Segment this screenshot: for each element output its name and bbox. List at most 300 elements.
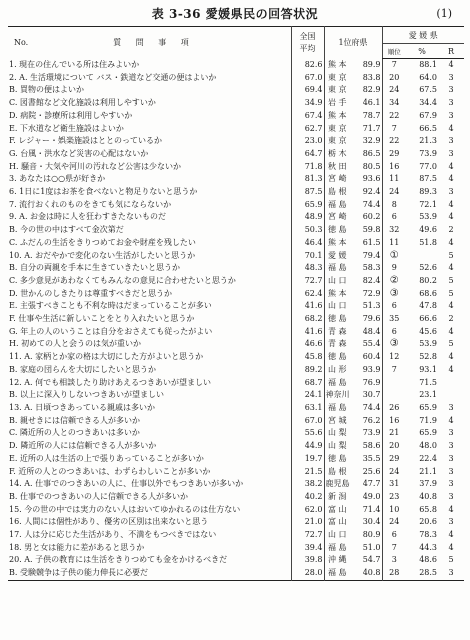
ehime-percent: 66.6 bbox=[419, 314, 437, 324]
ehime-r bbox=[438, 377, 464, 390]
national-avg: 46.6 bbox=[291, 338, 324, 351]
ehime-r: 4 bbox=[448, 364, 454, 374]
top-prefecture: 熊 本 bbox=[324, 110, 350, 123]
question-text: B. 以上に深入りしないつきあいが望ましい bbox=[9, 390, 164, 400]
ehime-r: 4 bbox=[448, 504, 454, 514]
table-row bbox=[8, 97, 464, 110]
table-row bbox=[8, 554, 464, 567]
top-prefecture: 青 森 bbox=[324, 326, 350, 339]
top-value: 76.9 bbox=[362, 377, 381, 387]
ehime-r: 5 bbox=[448, 339, 454, 349]
question-text: H. 騒音・大気や河川の汚れなど公害は少ないか bbox=[9, 161, 182, 171]
ehime-rank: 7 bbox=[382, 59, 406, 72]
top-value: 30.7 bbox=[362, 390, 381, 400]
table-row bbox=[8, 262, 464, 275]
col-rank-header: 順位 bbox=[382, 44, 406, 59]
national-avg: 69.4 bbox=[291, 84, 324, 97]
ehime-percent: 52.8 bbox=[419, 352, 437, 362]
top-value: 54.7 bbox=[362, 555, 381, 565]
national-avg: 48.9 bbox=[291, 211, 324, 224]
top-value: 93.9 bbox=[362, 364, 381, 374]
ehime-r: 5 bbox=[448, 250, 454, 260]
question-text: E. 下水道など衛生施設はよいか bbox=[9, 123, 124, 133]
ehime-r: 3 bbox=[448, 72, 454, 82]
national-avg: 87.5 bbox=[291, 186, 324, 199]
ehime-r: 3 bbox=[448, 568, 454, 578]
top-prefecture: 山 口 bbox=[324, 300, 350, 313]
top-prefecture: 熊 本 bbox=[324, 288, 350, 301]
table-row bbox=[8, 338, 464, 351]
national-avg: 21.0 bbox=[291, 516, 324, 529]
ehime-r: 4 bbox=[448, 237, 454, 247]
top-value: 92.4 bbox=[362, 187, 381, 197]
table-row bbox=[8, 491, 464, 504]
table-row bbox=[8, 161, 464, 174]
ehime-r: 5 bbox=[448, 288, 454, 298]
top-value: 79.4 bbox=[362, 250, 381, 260]
ehime-rank: 26 bbox=[382, 402, 406, 415]
top-prefecture: 徳 島 bbox=[324, 351, 350, 364]
question-text: B. 買物の便はよいか bbox=[9, 85, 84, 95]
ehime-rank: 6 bbox=[382, 529, 406, 542]
ehime-r: 3 bbox=[448, 148, 454, 158]
top-value: 82.4 bbox=[362, 275, 381, 285]
question-text: F. 仕事や生活に新しいことをとり入れたいと思うか bbox=[9, 314, 195, 324]
top-value: 55.4 bbox=[362, 339, 381, 349]
table-row bbox=[8, 84, 464, 97]
ehime-percent: 48.0 bbox=[419, 441, 437, 451]
ehime-percent: 53.9 bbox=[419, 339, 437, 349]
question-text: 6. 1日に1度はお茶を食べないと物足りないと思うか bbox=[9, 187, 198, 197]
question-text: 2. A. 生活環境について バス・鉄道など交通の便はよいか bbox=[9, 72, 217, 82]
question-text: C. 図書館など文化施設は利用しやすいか bbox=[9, 98, 156, 108]
ehime-percent: 48.6 bbox=[419, 555, 437, 565]
table-row bbox=[8, 148, 464, 161]
top-value: 32.9 bbox=[362, 136, 381, 146]
ehime-r: 2 bbox=[448, 225, 454, 235]
top-value: 76.2 bbox=[362, 415, 381, 425]
ehime-percent: 72.1 bbox=[419, 199, 437, 209]
national-avg: 39.4 bbox=[291, 542, 324, 555]
question-text: B. 今の世の中はすべて金次第だ bbox=[9, 225, 124, 235]
ehime-r: 4 bbox=[448, 415, 454, 425]
col-percent-header: % bbox=[406, 44, 438, 59]
table-row bbox=[8, 135, 464, 148]
ehime-rank: 31 bbox=[382, 478, 406, 491]
top-prefecture: 栃 木 bbox=[324, 148, 350, 161]
national-avg: 19.7 bbox=[291, 453, 324, 466]
ehime-rank: 24 bbox=[382, 84, 406, 97]
top-prefecture: 青 森 bbox=[324, 338, 350, 351]
national-avg: 21.5 bbox=[291, 466, 324, 479]
top-prefecture: 島 根 bbox=[324, 186, 350, 199]
top-value: 86.5 bbox=[362, 148, 381, 158]
ehime-r: 3 bbox=[448, 136, 454, 146]
question-text: B. 受験競争は子供の能力伸長に必要だ bbox=[9, 568, 148, 578]
national-avg: 39.8 bbox=[291, 554, 324, 567]
ehime-percent: 40.8 bbox=[419, 491, 437, 501]
ehime-percent: 88.1 bbox=[419, 60, 437, 69]
ehime-rank: 16 bbox=[382, 415, 406, 428]
ehime-rank: 29 bbox=[382, 148, 406, 161]
national-avg: 40.2 bbox=[291, 491, 324, 504]
ehime-percent: 22.4 bbox=[419, 453, 437, 463]
top-prefecture: 鹿児島 bbox=[324, 478, 350, 491]
top-value: 48.4 bbox=[362, 326, 381, 336]
ehime-r: 2 bbox=[448, 314, 454, 324]
question-text: B. 家庭の団らんを大切にしたいと思うか bbox=[9, 364, 156, 374]
top-value: 80.9 bbox=[362, 530, 381, 540]
top-value: 80.5 bbox=[362, 161, 381, 171]
question-text: 9. A. お金は時に人を狂わすきたないものだ bbox=[9, 212, 167, 222]
top-prefecture: 愛 媛 bbox=[324, 250, 350, 263]
ehime-rank: 20 bbox=[382, 72, 406, 85]
top-prefecture: 福 島 bbox=[324, 199, 350, 212]
top-value: 58.3 bbox=[362, 263, 381, 273]
top-value: 51.0 bbox=[362, 542, 381, 552]
table-row bbox=[8, 237, 464, 250]
ehime-percent: 53.9 bbox=[419, 212, 437, 222]
question-text: 1. 現在の住んでいる所は住みよいか bbox=[9, 59, 140, 69]
table-row bbox=[8, 427, 464, 440]
page-number: (1) bbox=[436, 7, 452, 20]
top-prefecture: 山 口 bbox=[324, 529, 350, 542]
ehime-rank bbox=[382, 389, 406, 402]
ehime-percent: 93.1 bbox=[419, 364, 437, 374]
ehime-percent: 66.5 bbox=[419, 123, 437, 133]
question-text: H. 初めての人と会うのは気が重いか bbox=[9, 339, 142, 349]
ehime-rank: 11 bbox=[382, 173, 406, 186]
table-row bbox=[8, 516, 464, 529]
national-avg: 67.4 bbox=[291, 110, 324, 123]
top-value: 82.9 bbox=[362, 85, 381, 95]
ehime-rank bbox=[382, 377, 406, 390]
question-header-cell bbox=[8, 27, 291, 59]
national-avg: 45.8 bbox=[291, 351, 324, 364]
top-prefecture: 福 島 bbox=[324, 262, 350, 275]
ehime-percent: 65.9 bbox=[419, 428, 437, 438]
top-value: 93.6 bbox=[362, 174, 381, 184]
ehime-rank: 29 bbox=[382, 453, 406, 466]
ehime-rank: 32 bbox=[382, 224, 406, 237]
top-prefecture: 熊 本 bbox=[324, 237, 350, 250]
ehime-r: 3 bbox=[448, 85, 454, 95]
ehime-r: 3 bbox=[448, 428, 454, 438]
top-prefecture: 宮 崎 bbox=[324, 173, 350, 186]
national-avg: 67.0 bbox=[291, 72, 324, 85]
table-row bbox=[8, 72, 464, 85]
ehime-percent: 71.5 bbox=[419, 377, 437, 387]
ehime-percent: 21.1 bbox=[419, 466, 437, 476]
ehime-rank: 24 bbox=[382, 466, 406, 479]
top-prefecture: 東 京 bbox=[324, 135, 350, 148]
question-text: B. 自分の両親を手本に生きていきたいと思うか bbox=[9, 263, 180, 273]
national-avg: 67.0 bbox=[291, 415, 324, 428]
top-value: 74.4 bbox=[362, 199, 381, 209]
col-top-pref-header: 1位府県 bbox=[324, 27, 382, 59]
national-avg: 68.7 bbox=[291, 377, 324, 390]
ehime-percent: 68.6 bbox=[419, 288, 437, 298]
national-avg: 24.1 bbox=[291, 389, 324, 402]
top-prefecture: 福 島 bbox=[324, 567, 350, 580]
ehime-r: 3 bbox=[448, 187, 454, 197]
ehime-rank: 7 bbox=[382, 364, 406, 377]
question-text: E. 近所の人は生活の上で張りあっていることが多いか bbox=[9, 453, 204, 463]
top-prefecture: 東 京 bbox=[324, 72, 350, 85]
national-avg: 64.7 bbox=[291, 148, 324, 161]
ehime-rank: 8 bbox=[382, 199, 406, 212]
ehime-r: 3 bbox=[448, 466, 454, 476]
national-avg: 38.2 bbox=[291, 478, 324, 491]
top-value: 25.6 bbox=[362, 466, 381, 476]
ehime-rank: 24 bbox=[382, 516, 406, 529]
ehime-rank: ② bbox=[382, 275, 406, 288]
table-row bbox=[8, 123, 464, 136]
top-prefecture: 宮 城 bbox=[324, 415, 350, 428]
ehime-r: 4 bbox=[448, 326, 454, 336]
question-text: B. 親せきには信頼できる人が多いか bbox=[9, 415, 140, 425]
table-row bbox=[8, 402, 464, 415]
national-avg: 72.7 bbox=[291, 529, 324, 542]
top-value: 89.9 bbox=[362, 59, 381, 69]
national-avg: 41.6 bbox=[291, 300, 324, 313]
table-row bbox=[8, 478, 464, 491]
ehime-rank: 23 bbox=[382, 491, 406, 504]
ehime-percent: 78.3 bbox=[419, 530, 437, 540]
table-row bbox=[8, 364, 464, 377]
ehime-r bbox=[438, 389, 464, 402]
top-value: 74.4 bbox=[362, 402, 381, 412]
top-prefecture: 富 山 bbox=[324, 504, 350, 517]
national-avg: 62.7 bbox=[291, 123, 324, 136]
ehime-r: 3 bbox=[448, 453, 454, 463]
table-body bbox=[8, 59, 464, 581]
table-row bbox=[8, 529, 464, 542]
national-avg: 71.8 bbox=[291, 161, 324, 174]
ehime-rank: 21 bbox=[382, 427, 406, 440]
top-value: 30.4 bbox=[362, 517, 381, 527]
ehime-r: 3 bbox=[448, 491, 454, 501]
ehime-percent: 51.8 bbox=[419, 237, 437, 247]
ehime-percent: 49.6 bbox=[419, 225, 437, 235]
top-value: 58.6 bbox=[362, 441, 381, 451]
question-text: G. 台風・洪水など災害の心配はないか bbox=[9, 148, 149, 158]
question-text: G. 年上の人のいうことは自分をおさえても従ったがよい bbox=[9, 326, 213, 336]
ehime-rank: 22 bbox=[382, 110, 406, 123]
ehime-r: 5 bbox=[448, 555, 454, 565]
col-r-header: R bbox=[438, 44, 464, 59]
ehime-r: 3 bbox=[448, 110, 454, 120]
top-prefecture: 福 島 bbox=[324, 377, 350, 390]
top-prefecture: 島 根 bbox=[324, 466, 350, 479]
ehime-percent: 87.5 bbox=[419, 174, 437, 184]
national-avg: 68.2 bbox=[291, 313, 324, 326]
question-text: D. 隣近所の人には信頼できる人が多いか bbox=[9, 441, 157, 451]
table-row bbox=[8, 199, 464, 212]
question-text: D. 世かんのしきたりは尊重すべきだと思うか bbox=[9, 288, 173, 298]
ehime-rank: 10 bbox=[382, 504, 406, 517]
question-text: 17. 人は分に応じた生活があり、不満をもつべきではない bbox=[9, 530, 217, 540]
ehime-percent: 37.9 bbox=[419, 479, 437, 489]
question-text: 13. A. 日頃つきあっている親戚は多いか bbox=[9, 402, 156, 412]
ehime-r: 3 bbox=[448, 479, 454, 489]
top-value: 61.5 bbox=[362, 237, 381, 247]
top-prefecture: 山 形 bbox=[324, 364, 350, 377]
page-header bbox=[0, 5, 470, 23]
national-avg: 28.0 bbox=[291, 567, 324, 580]
question-text: 18. 男と女は能力に差があると思うか bbox=[9, 542, 145, 552]
ehime-percent: 28.5 bbox=[419, 568, 437, 578]
ehime-percent: 45.6 bbox=[419, 326, 437, 336]
top-value: 40.8 bbox=[362, 568, 381, 578]
ehime-percent: 44.3 bbox=[419, 542, 437, 552]
ehime-r: 4 bbox=[448, 199, 454, 209]
ehime-percent: 47.8 bbox=[419, 301, 437, 311]
question-text: D. 病院・診療所は利用しやすいか bbox=[9, 110, 133, 120]
col-ehime-header: 愛 媛 県 bbox=[382, 27, 464, 44]
question-text: C. ふだんの生活をきりつめてお金や財産を残したい bbox=[9, 237, 196, 247]
table-row bbox=[8, 186, 464, 199]
question-text: 3. あなたは○○県が好きか bbox=[9, 174, 106, 184]
ehime-r: 3 bbox=[448, 517, 454, 527]
ehime-rank: 11 bbox=[382, 237, 406, 250]
national-avg: 63.1 bbox=[291, 402, 324, 415]
ehime-rank: 7 bbox=[382, 123, 406, 136]
ehime-percent: 52.6 bbox=[419, 263, 437, 273]
top-value: 59.8 bbox=[362, 225, 381, 235]
table-row bbox=[8, 542, 464, 555]
top-prefecture: 秋 田 bbox=[324, 161, 350, 174]
top-value: 71.7 bbox=[362, 123, 381, 133]
national-avg: 48.3 bbox=[291, 262, 324, 275]
ehime-rank: 6 bbox=[382, 211, 406, 224]
table-row bbox=[8, 567, 464, 580]
table-row bbox=[8, 211, 464, 224]
ehime-percent bbox=[406, 250, 438, 263]
top-value: 35.5 bbox=[362, 453, 381, 463]
question-text: 16. 人間には個性があり、優劣の区別は出来ないと思う bbox=[9, 517, 209, 527]
ehime-r: 4 bbox=[448, 530, 454, 540]
top-prefecture: 山 梨 bbox=[324, 427, 350, 440]
ehime-rank: ① bbox=[382, 250, 406, 263]
question-text: 11. A. 家柄とか家の格は大切にした方がよいと思うか bbox=[9, 352, 204, 362]
national-avg: 46.4 bbox=[291, 237, 324, 250]
table-row bbox=[8, 59, 464, 72]
ehime-percent: 65.8 bbox=[419, 504, 437, 514]
question-text: F. 近所の人とのつきあいは、わずらわしいことが多いか bbox=[9, 466, 211, 476]
question-text: 10. A. おだやかで変化のない生活がしたいと思うか bbox=[9, 250, 196, 260]
ehime-percent: 71.9 bbox=[419, 415, 437, 425]
ehime-rank: 24 bbox=[382, 186, 406, 199]
table-row bbox=[8, 440, 464, 453]
national-avg: 72.7 bbox=[291, 275, 324, 288]
ehime-r: 5 bbox=[448, 275, 454, 285]
ehime-rank: 22 bbox=[382, 135, 406, 148]
ehime-r: 3 bbox=[448, 98, 454, 108]
ehime-rank: 28 bbox=[382, 567, 406, 580]
table-row bbox=[8, 389, 464, 402]
top-value: 60.2 bbox=[362, 212, 381, 222]
ehime-rank: 6 bbox=[382, 300, 406, 313]
table-row bbox=[8, 351, 464, 364]
ehime-r: 4 bbox=[448, 263, 454, 273]
top-value: 71.4 bbox=[362, 504, 381, 514]
ehime-r: 4 bbox=[448, 301, 454, 311]
top-prefecture: 富 山 bbox=[324, 516, 350, 529]
table-row bbox=[8, 110, 464, 123]
ehime-rank: 6 bbox=[382, 326, 406, 339]
top-value: 60.4 bbox=[362, 352, 381, 362]
ehime-r: 4 bbox=[448, 174, 454, 184]
question-text: B. 仕事でのつきあいの人に信頼できる人が多いか bbox=[9, 491, 188, 501]
ehime-r: 3 bbox=[448, 402, 454, 412]
ehime-rank: ③ bbox=[382, 338, 406, 351]
ehime-rank: 7 bbox=[382, 542, 406, 555]
top-prefecture: 岩 手 bbox=[324, 97, 350, 110]
top-prefecture: 宮 崎 bbox=[324, 211, 350, 224]
national-avg: 34.9 bbox=[291, 97, 324, 110]
response-table bbox=[8, 26, 464, 581]
ehime-percent: 64.0 bbox=[419, 72, 437, 82]
top-prefecture: 徳 島 bbox=[324, 224, 350, 237]
question-text: F. レジャー・娯楽施設はととのっているか bbox=[9, 136, 162, 146]
top-value: 46.1 bbox=[362, 98, 381, 108]
col-question-header: 質 問 事 項 bbox=[113, 38, 195, 48]
ehime-percent: 34.4 bbox=[419, 98, 437, 108]
national-avg: 89.2 bbox=[291, 364, 324, 377]
top-value: 73.9 bbox=[362, 428, 381, 438]
national-avg: 70.1 bbox=[291, 250, 324, 263]
ehime-rank: 12 bbox=[382, 351, 406, 364]
table-row bbox=[8, 250, 464, 263]
question-text: E. 主張すべきことも不利な時はだまっていることが多い bbox=[9, 301, 212, 311]
national-avg: 62.0 bbox=[291, 504, 324, 517]
ehime-percent: 65.9 bbox=[419, 402, 437, 412]
national-avg: 55.6 bbox=[291, 427, 324, 440]
table-row bbox=[8, 313, 464, 326]
top-value: 78.7 bbox=[362, 110, 381, 120]
national-avg: 23.0 bbox=[291, 135, 324, 148]
top-prefecture: 山 梨 bbox=[324, 440, 350, 453]
top-prefecture: 福 島 bbox=[324, 402, 350, 415]
question-text: 15. 今の世の中では実力のない人はおいてゆかれるのは仕方ない bbox=[9, 504, 241, 514]
table-row bbox=[8, 275, 464, 288]
table-title: 表 3-36 愛媛県民の回答状況 bbox=[151, 7, 319, 21]
table-row bbox=[8, 415, 464, 428]
question-text: 14. A. 仕事でのつきあいの人に、仕事以外でもつきあいが多いか bbox=[9, 479, 244, 489]
ehime-percent: 23.1 bbox=[419, 390, 437, 400]
top-value: 51.3 bbox=[362, 301, 381, 311]
table-row bbox=[8, 300, 464, 313]
top-value: 83.8 bbox=[362, 72, 381, 82]
ehime-r: 4 bbox=[448, 352, 454, 362]
ehime-percent: 21.3 bbox=[419, 136, 437, 146]
top-value: 79.6 bbox=[362, 314, 381, 324]
national-avg: 65.9 bbox=[291, 199, 324, 212]
national-avg: 82.6 bbox=[291, 59, 324, 72]
top-value: 47.7 bbox=[362, 479, 381, 489]
top-prefecture: 東 京 bbox=[324, 123, 350, 136]
ehime-percent: 73.9 bbox=[419, 148, 437, 158]
col-no-header: No. bbox=[14, 38, 29, 48]
top-value: 49.0 bbox=[362, 491, 381, 501]
ehime-rank: ③ bbox=[382, 288, 406, 301]
table-row bbox=[8, 466, 464, 479]
question-text: C. 隣近所の人とのつきあいは多いか bbox=[9, 428, 140, 438]
top-prefecture: 新 潟 bbox=[324, 491, 350, 504]
top-prefecture: 東 京 bbox=[324, 84, 350, 97]
table-row bbox=[8, 173, 464, 186]
